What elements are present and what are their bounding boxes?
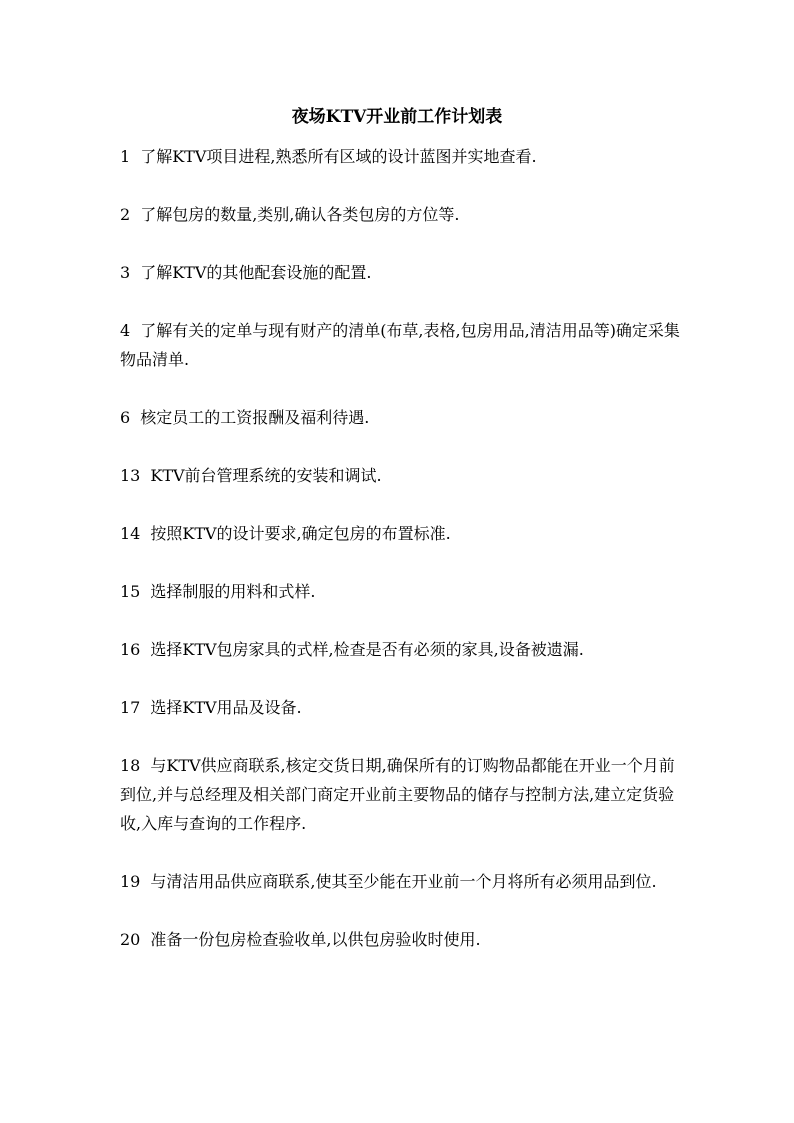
- list-item: [120, 751, 680, 838]
- list-item: [120, 577, 680, 606]
- document-title: 夜场KTV开业前工作计划表: [291, 107, 503, 127]
- item-text: 了解包房的数量,类别,确认各类包房的方位等.: [140, 205, 460, 224]
- item-number: 13: [120, 466, 141, 485]
- item-text: 与KTV供应商联系,核定交货日期,确保所有的订购物品都能在开业一个月前到位,并与总经理及相关部门商定开业前主要物品的储存与控制方法,建立定货验收,入库与查询的工作程序.: [120, 756, 675, 833]
- list-item: [120, 200, 680, 229]
- item-text: 选择制服的用料和式样.: [150, 582, 316, 601]
- task-list: [120, 142, 680, 983]
- item-text: 核定员工的工资报酬及福利待遇.: [140, 408, 370, 427]
- item-text: 了解KTV项目进程,熟悉所有区域的设计蓝图并实地查看.: [140, 147, 537, 166]
- list-item: [120, 693, 680, 722]
- item-number: 16: [120, 640, 141, 659]
- item-text: 按照KTV的设计要求,确定包房的布置标准.: [150, 524, 451, 543]
- list-item: [120, 142, 680, 171]
- list-item: [120, 316, 680, 374]
- item-number: 15: [120, 582, 141, 601]
- item-text: 了解有关的定单与现有财产的清单(布草,表格,包房用品,清洁用品等)确定采集物品清单.: [120, 321, 680, 369]
- item-text: 选择KTV用品及设备.: [150, 698, 302, 717]
- item-text: 选择KTV包房家具的式样,检查是否有必须的家具,设备被遗漏.: [150, 640, 584, 659]
- list-item: [120, 925, 680, 954]
- item-text: 了解KTV的其他配套设施的配置.: [140, 263, 372, 282]
- list-item: [120, 403, 680, 432]
- item-text: 与清洁用品供应商联系,使其至少能在开业前一个月将所有必须用品到位.: [150, 872, 657, 891]
- item-number: 6: [120, 408, 131, 427]
- list-item: [120, 635, 680, 664]
- list-item: [120, 519, 680, 548]
- item-number: 2: [120, 205, 131, 224]
- item-number: 17: [120, 698, 141, 717]
- item-number: 4: [120, 321, 131, 340]
- item-number: 3: [120, 263, 131, 282]
- item-text: KTV前台管理系统的安装和调试.: [150, 466, 382, 485]
- list-item: [120, 258, 680, 287]
- item-number: 14: [120, 524, 141, 543]
- item-number: 18: [120, 756, 141, 775]
- list-item: [120, 867, 680, 896]
- item-text: 准备一份包房检查验收单,以供包房验收时使用.: [150, 930, 481, 949]
- item-number: 19: [120, 872, 141, 891]
- list-item: [120, 461, 680, 490]
- item-number: 20: [120, 930, 141, 949]
- item-number: 1: [120, 147, 131, 166]
